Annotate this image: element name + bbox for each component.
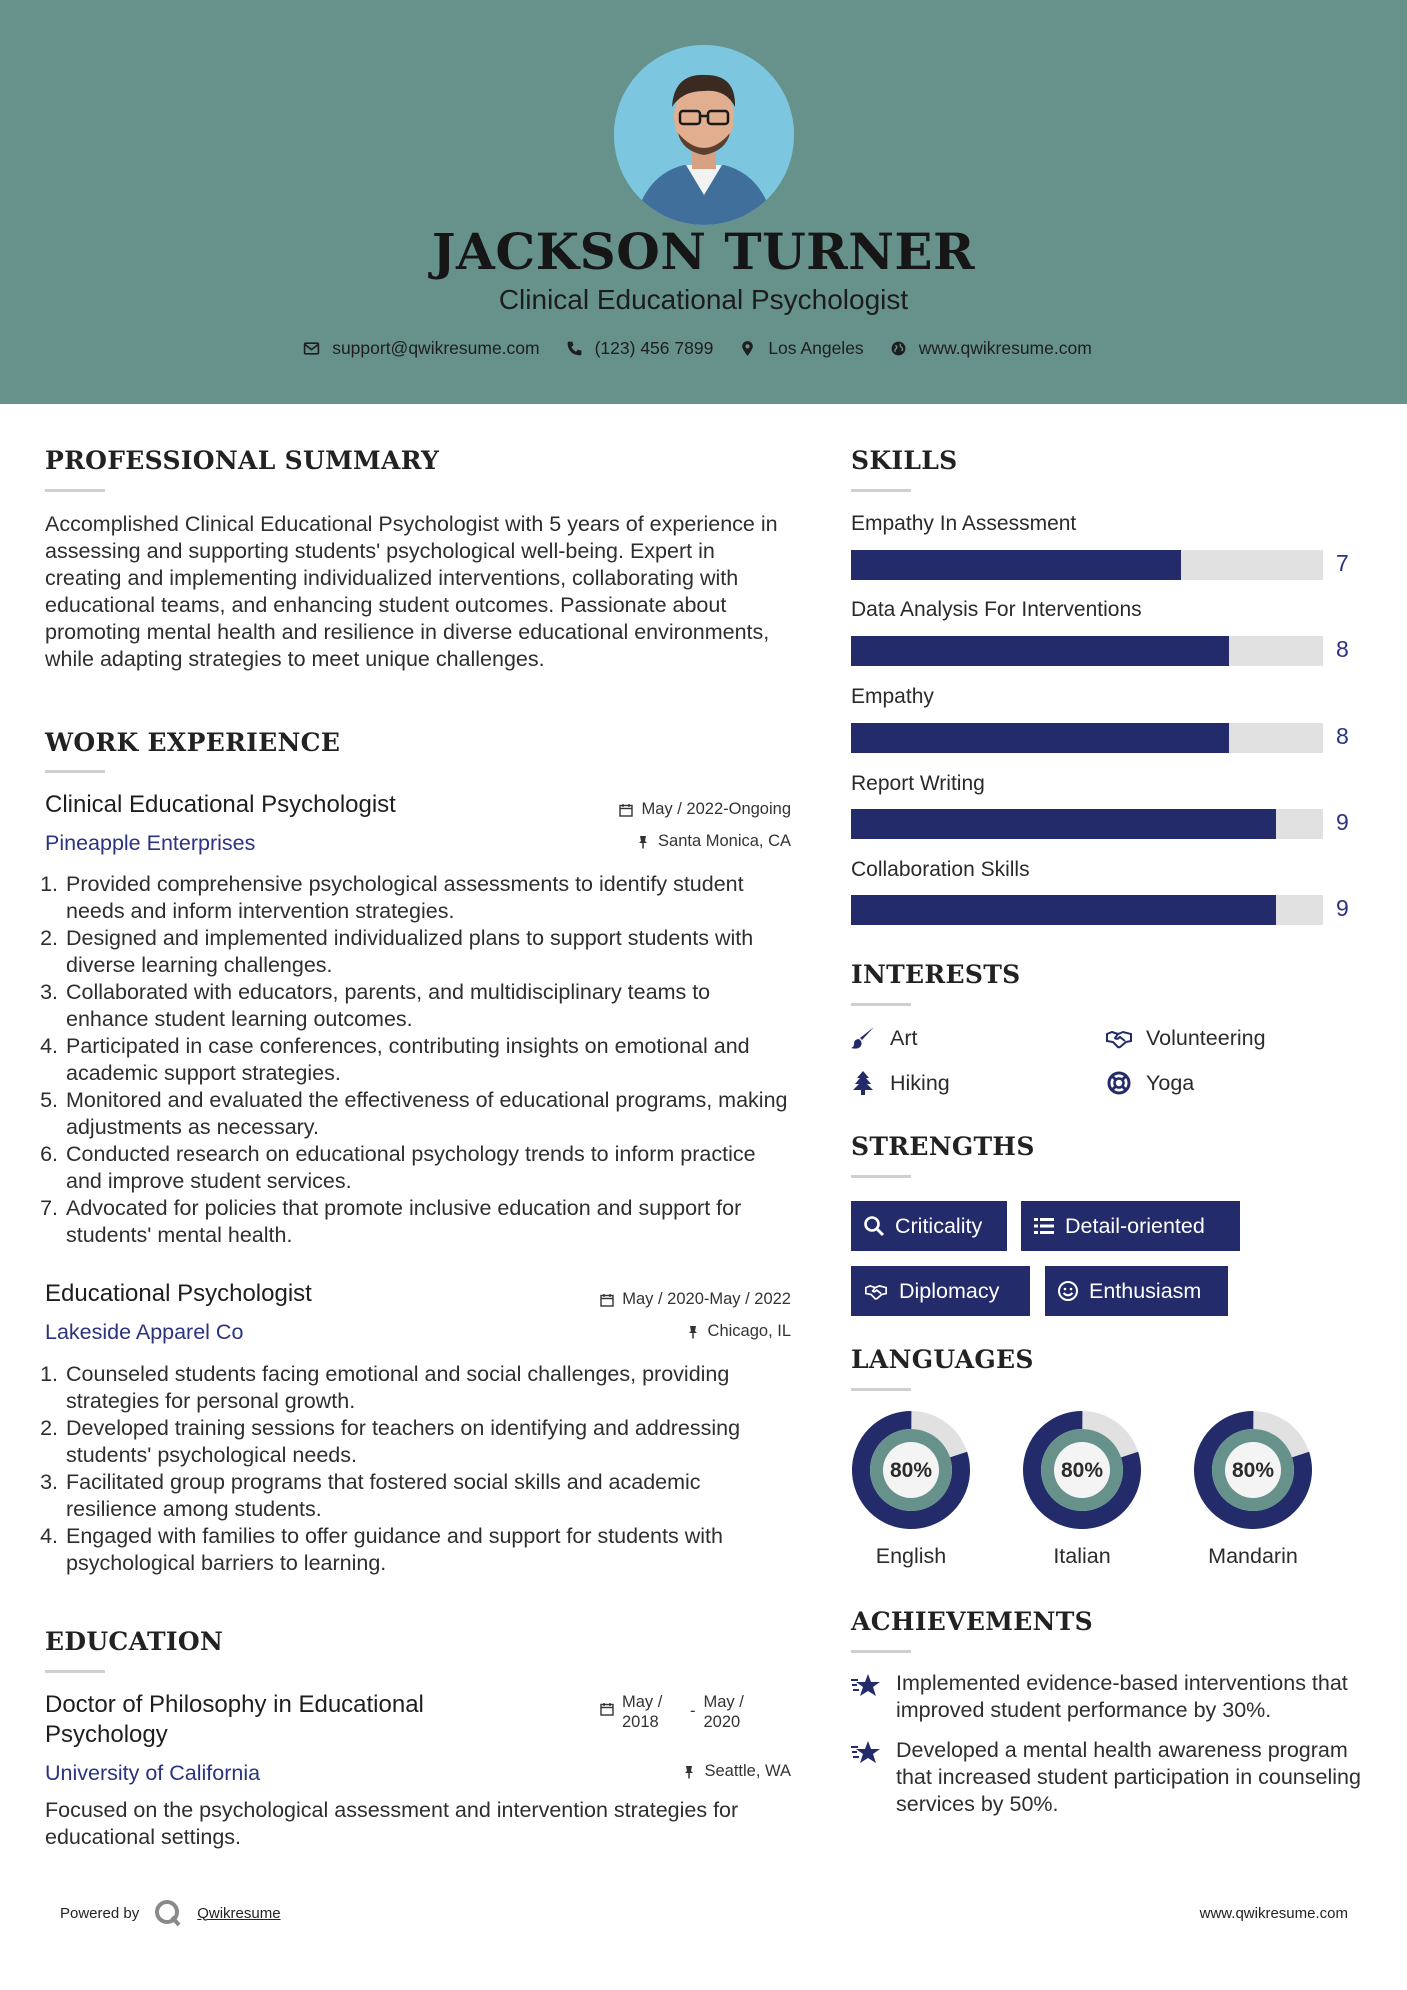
interest-yoga — [1106, 1070, 1194, 1096]
job-company: Pineapple Enterprises — [45, 831, 256, 855]
list-item: 1. Counseled students facing emotional and social challenges, providing strategies for personal growth. — [64, 1361, 796, 1415]
achievement-text: Implemented evidence-based interventions that improved student performance by 30%. — [896, 1671, 1348, 1722]
skill-bar — [851, 550, 1323, 580]
interests-heading: INTERESTS — [851, 960, 1021, 989]
skill-bar-fill — [851, 636, 1229, 666]
job-date-text: May / 2020-May / 2022 — [622, 1290, 791, 1308]
achievement-item — [850, 1737, 1370, 1818]
map-pin-icon — [739, 340, 756, 357]
email-text: support@qwikresume.com — [332, 338, 540, 358]
language-ring — [850, 1409, 972, 1531]
job-title: Clinical Educational Psychologist — [45, 791, 396, 818]
language-percent: 80% — [889, 1459, 933, 1482]
education-dates — [600, 1692, 800, 1732]
list-item: 2. Designed and implemented individualized plans to support students with diverse learning challenges. — [64, 925, 796, 979]
footer-url[interactable]: www.qwikresume.com — [1199, 1905, 1348, 1922]
job-location-text: Santa Monica, CA — [658, 832, 791, 850]
job-bullets — [36, 1361, 796, 1577]
summary-text: Accomplished Clinical Educational Psychologist with 5 years of experience in assessing and supporting students' psychological well-being. Expert in creating and implementing individualized interventions, collaborating with educational teams, and enhancing student outcomes. Passionate about promoting mental health and resilience in diverse educational environments, while adapting strategies to meet unique challenges. — [45, 512, 778, 671]
handshake-icon — [1106, 1025, 1132, 1051]
languages-heading: LANGUAGES — [851, 1345, 1034, 1374]
star-ribbon-icon — [850, 1672, 882, 1700]
search-icon — [863, 1215, 885, 1237]
job-date — [500, 1290, 791, 1309]
list-item: 1. Provided comprehensive psychological assessments to identify student needs and inform intervention strategies. — [64, 871, 796, 925]
list-item: 5. Monitored and evaluated the effectiveness of educational programs, making adjustments as necessary. — [64, 1087, 796, 1141]
list-item: 7. Advocated for policies that promote inclusive education and support for students' mental health. — [64, 1195, 796, 1249]
list-item: 3. Facilitated group programs that fostered social skills and academic resilience among students. — [64, 1469, 796, 1523]
star-ribbon-icon — [850, 1739, 882, 1767]
profile-photo — [614, 45, 794, 225]
interest-label: Hiking — [890, 1070, 950, 1095]
skills-heading: SKILLS — [851, 446, 958, 475]
resume-header — [0, 0, 1407, 404]
skill-label: Empathy In Assessment — [851, 512, 1077, 535]
strength-label: Enthusiasm — [1089, 1278, 1202, 1303]
education-location-text: Seattle, WA — [704, 1762, 791, 1780]
language-item — [850, 1409, 972, 1568]
contact-bar — [0, 338, 1407, 359]
skill-bar-fill — [851, 550, 1181, 580]
skill-value: 9 — [1336, 895, 1349, 921]
website-text: www.qwikresume.com — [918, 338, 1092, 358]
contact-phone[interactable] — [566, 338, 714, 359]
candidate-title: Clinical Educational Psychologist — [498, 284, 909, 315]
education-divider — [45, 1670, 105, 1673]
interest-label: Art — [890, 1025, 918, 1050]
list-item: 4. Participated in case conferences, contributing insights on emotional and academic support strategies. — [64, 1033, 796, 1087]
interest-hiking — [850, 1070, 950, 1096]
language-item — [1021, 1409, 1143, 1568]
achievements-heading: ACHIEVEMENTS — [851, 1607, 1093, 1636]
contact-location — [739, 338, 863, 359]
achievement-text: Developed a mental health awareness program that increased student participation in counseling services by 50%. — [896, 1738, 1361, 1816]
interest-label: Yoga — [1146, 1070, 1195, 1095]
list-icon — [1033, 1215, 1055, 1237]
achievement-item — [850, 1670, 1370, 1724]
achievements-divider — [851, 1650, 911, 1653]
job-date — [500, 800, 791, 819]
skill-bar — [851, 723, 1323, 753]
phone-icon — [566, 340, 583, 357]
strength-chip — [851, 1266, 1030, 1316]
experience-heading: WORK EXPERIENCE — [45, 728, 341, 757]
skill-bar — [851, 636, 1323, 666]
phone-text: (123) 456 7899 — [594, 338, 714, 358]
smile-icon — [1057, 1280, 1079, 1302]
contact-email[interactable] — [303, 338, 539, 359]
skill-label: Empathy — [851, 685, 934, 708]
qwikresume-logo-icon — [153, 1898, 183, 1928]
education-end: May / 2020 — [703, 1693, 744, 1731]
language-ring — [1021, 1409, 1143, 1531]
job-location-text: Chicago, IL — [707, 1322, 791, 1340]
education-location — [500, 1762, 791, 1781]
calendar-icon — [600, 1293, 614, 1307]
education-start: May / 2018 — [622, 1693, 663, 1731]
list-item: 3. Collaborated with educators, parents, and multidisciplinary teams to enhance student learning outcomes. — [64, 979, 796, 1033]
list-item: 4. Engaged with families to offer guidance and support for students with psychological barriers to learning. — [64, 1523, 796, 1577]
calendar-icon — [600, 1702, 614, 1716]
strength-chip — [851, 1201, 1007, 1251]
skill-bar-fill — [851, 809, 1276, 839]
skill-label: Report Writing — [851, 772, 985, 795]
language-name: Italian — [1053, 1544, 1111, 1568]
paintbrush-icon — [850, 1025, 876, 1051]
calendar-icon — [619, 803, 633, 817]
footer-powered-by — [60, 1898, 281, 1928]
globe-icon — [890, 340, 907, 357]
skills-divider — [851, 489, 911, 492]
job-date-text: May / 2022-Ongoing — [641, 800, 791, 818]
language-name: Mandarin — [1208, 1544, 1298, 1568]
strength-label: Detail-oriented — [1065, 1213, 1205, 1238]
summary-heading: PROFESSIONAL SUMMARY — [45, 446, 440, 475]
strength-label: Criticality — [895, 1213, 983, 1238]
candidate-name: JACKSON TURNER — [431, 222, 976, 281]
education-description: Focused on the psychological assessment and intervention strategies for educational settings. — [45, 1798, 739, 1849]
powered-by-label: Powered by — [60, 1904, 140, 1922]
pushpin-icon — [686, 1325, 700, 1339]
date-separator: - — [690, 1702, 696, 1720]
interest-label: Volunteering — [1146, 1025, 1266, 1050]
skill-value: 8 — [1336, 723, 1349, 749]
language-name: English — [875, 1544, 947, 1568]
skill-bar — [851, 895, 1323, 925]
location-text: Los Angeles — [768, 338, 864, 358]
skill-label: Data Analysis For Interventions — [851, 598, 1142, 621]
skill-value: 8 — [1336, 636, 1349, 662]
strength-chip — [1045, 1266, 1228, 1316]
list-item: 6. Conducted research on educational psychology trends to inform practice and improve student services. — [64, 1141, 796, 1195]
list-item: 2. Developed training sessions for teachers on identifying and addressing students' psychological needs. — [64, 1415, 796, 1469]
contact-website[interactable] — [890, 338, 1092, 359]
skill-value: 9 — [1336, 809, 1349, 835]
strengths-heading: STRENGTHS — [851, 1132, 1035, 1161]
interest-volunteering — [1106, 1025, 1266, 1051]
job-bullets — [36, 871, 796, 1249]
job-location — [500, 1322, 791, 1341]
degree-title: Doctor of Philosophy in Educational Psychology — [45, 1691, 424, 1748]
job-company: Lakeside Apparel Co — [45, 1320, 244, 1344]
strengths-divider — [851, 1175, 911, 1178]
language-ring — [1192, 1409, 1314, 1531]
skill-value: 7 — [1336, 550, 1349, 576]
language-percent: 80% — [1231, 1459, 1275, 1482]
lifering-icon — [1106, 1070, 1132, 1096]
strength-label: Diplomacy — [899, 1278, 1000, 1303]
interests-divider — [851, 1003, 911, 1006]
tree-icon — [850, 1070, 876, 1096]
summary-divider — [45, 489, 105, 492]
interest-art — [850, 1025, 917, 1051]
skill-bar-fill — [851, 895, 1276, 925]
experience-divider — [45, 770, 105, 773]
skill-bar — [851, 809, 1323, 839]
strength-chip — [1021, 1201, 1240, 1251]
brand-link[interactable]: Qwikresume — [197, 1904, 281, 1922]
envelope-icon — [303, 340, 320, 357]
skill-bar-fill — [851, 723, 1229, 753]
job-title: Educational Psychologist — [45, 1280, 312, 1307]
handshake-icon — [863, 1280, 889, 1302]
school-name: University of California — [45, 1761, 261, 1785]
skill-label: Collaboration Skills — [851, 858, 1030, 881]
education-heading: EDUCATION — [45, 1627, 224, 1656]
language-percent: 80% — [1060, 1459, 1104, 1482]
job-location — [500, 832, 791, 851]
pushpin-icon — [636, 835, 650, 849]
language-item — [1192, 1409, 1314, 1568]
pushpin-icon — [682, 1765, 696, 1779]
languages-divider — [851, 1388, 911, 1391]
